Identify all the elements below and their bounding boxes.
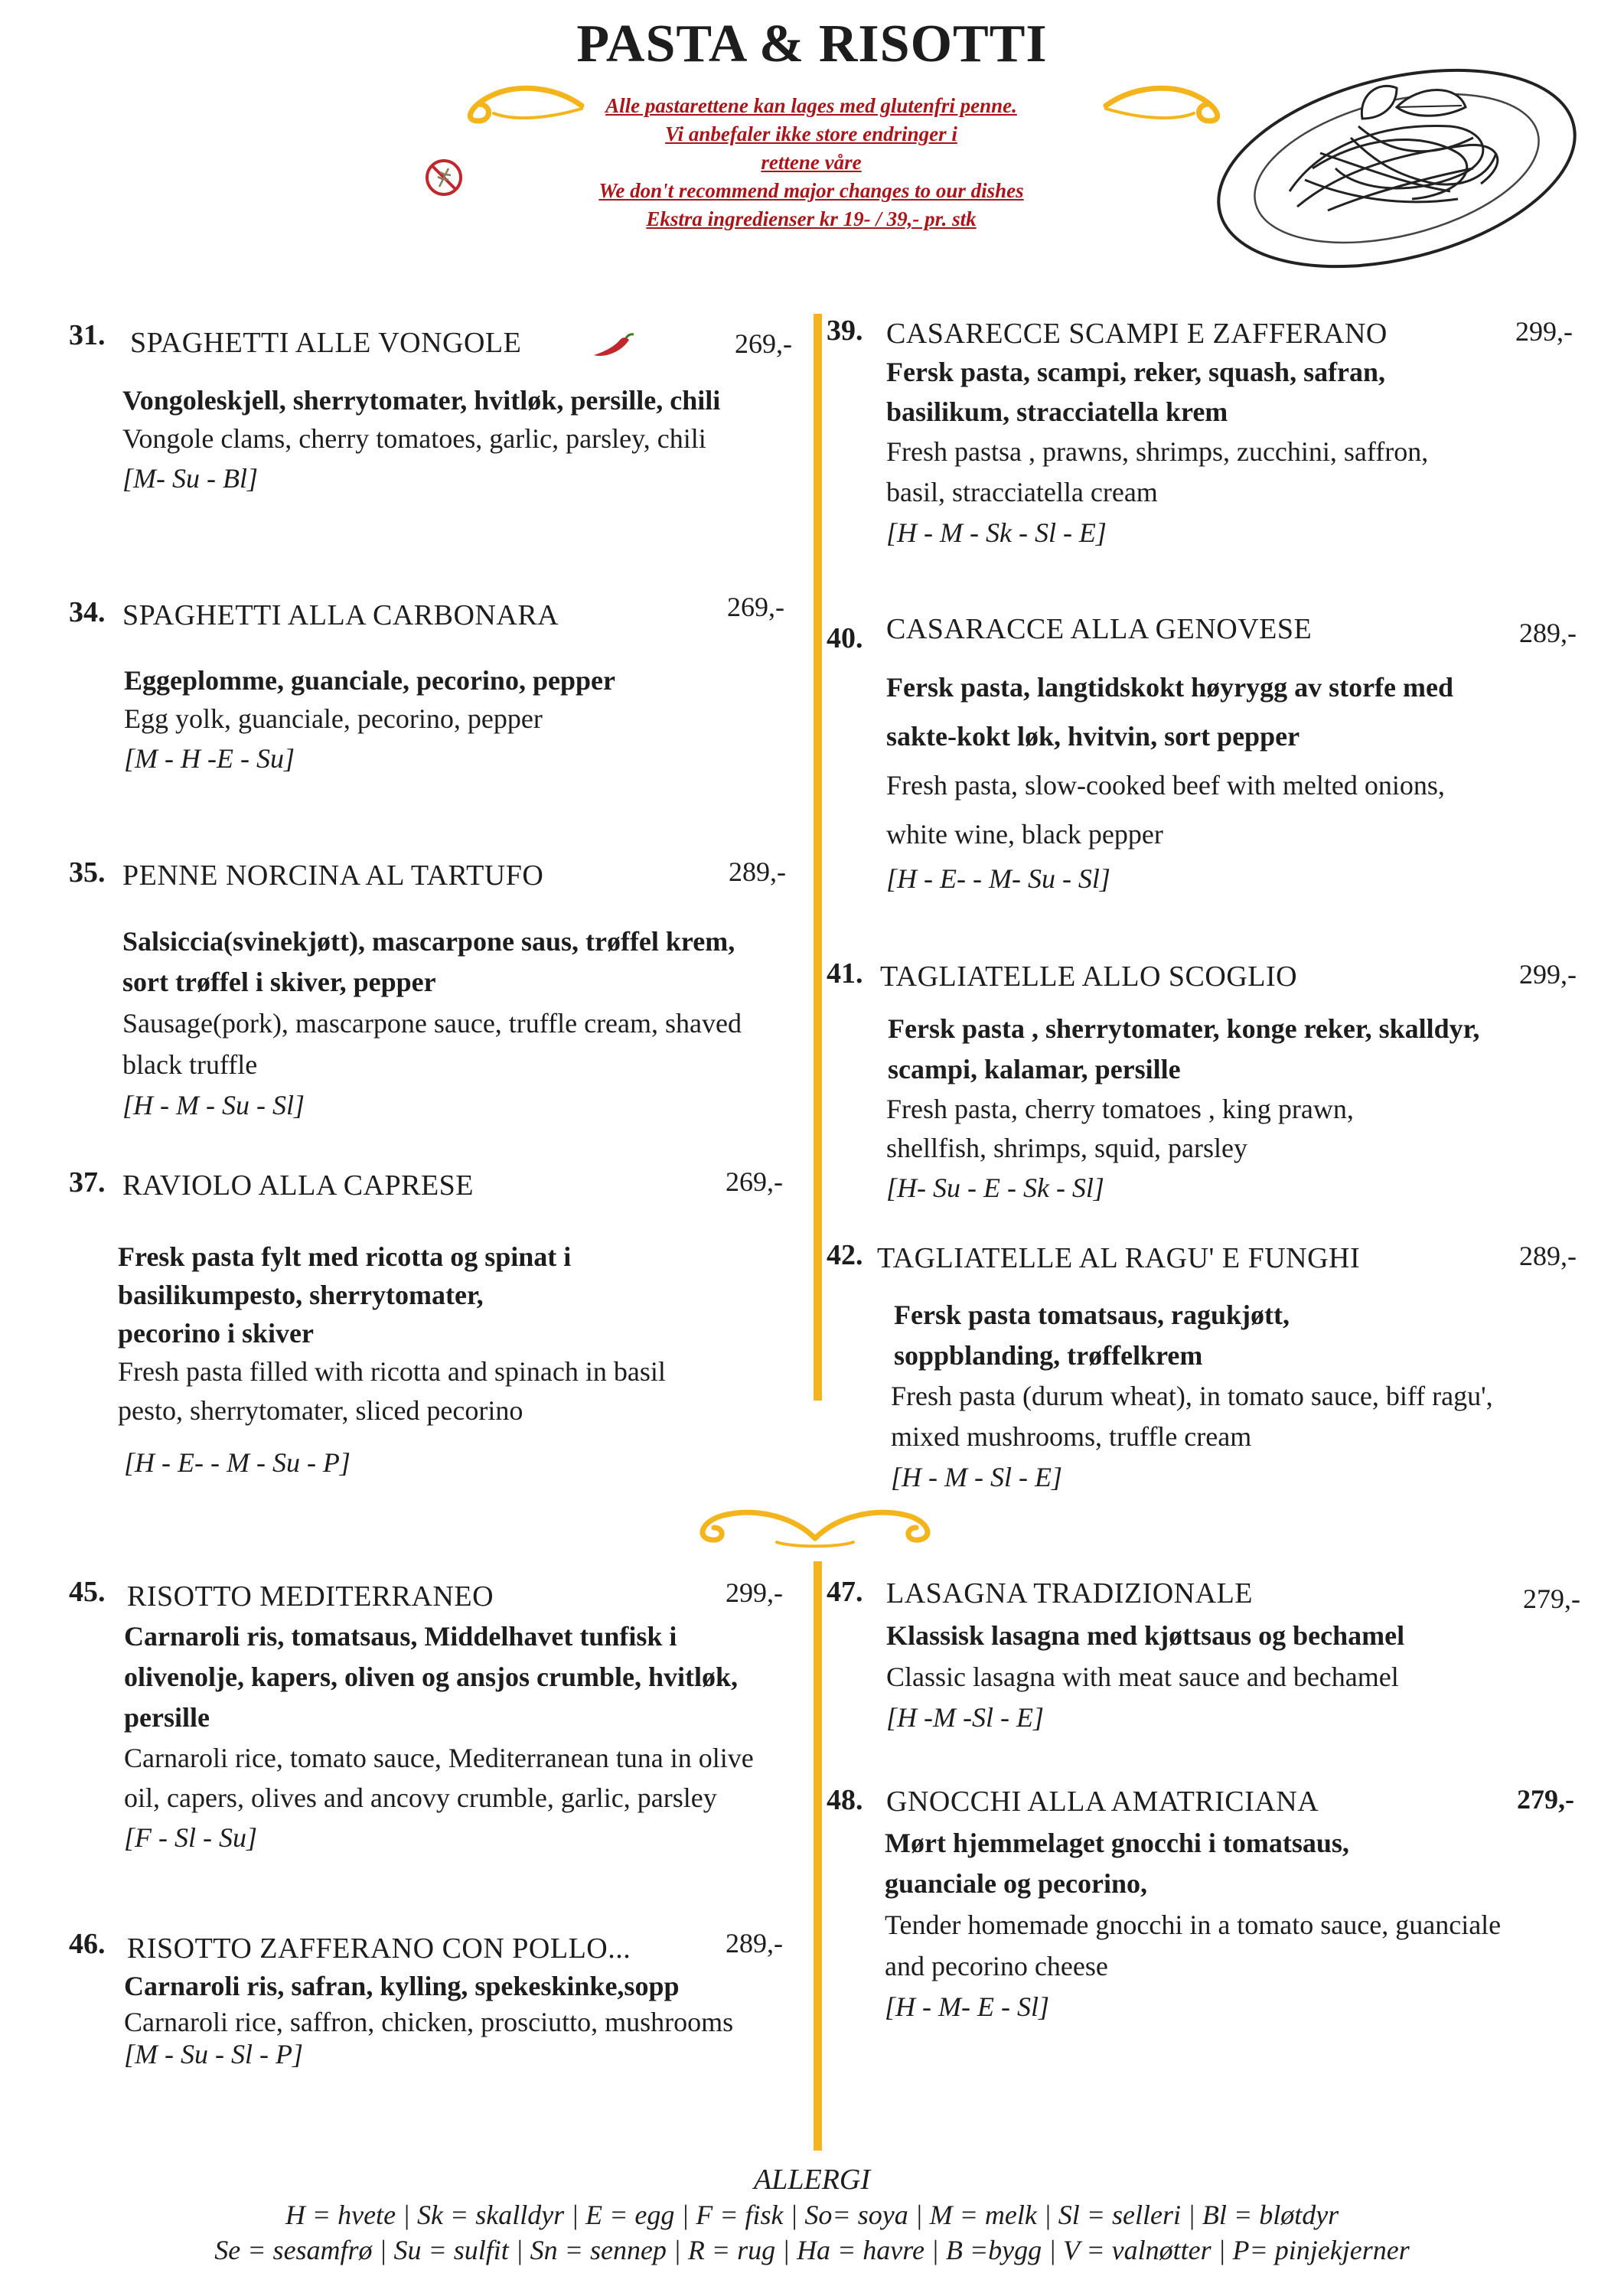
- center-flourish-icon: [677, 1500, 953, 1554]
- item-name: SPAGHETTI ALLE VONGOLE: [130, 327, 522, 359]
- legend-title: ALLERGI: [754, 2164, 870, 2196]
- menu-item-37: [69, 1166, 804, 1482]
- item-description-en: Fresh pasta, slow-cooked beef with melted onions, white wine, black pepper: [886, 770, 1445, 850]
- item-name: LASAGNA TRADIZIONALE: [886, 1577, 1253, 1609]
- item-price: 289,-: [1519, 1241, 1577, 1271]
- item-name: GNOCCHI ALLA AMATRICIANA: [886, 1786, 1319, 1818]
- chili-icon: [589, 332, 635, 360]
- item-name: PENNE NORCINA AL TARTUFO: [122, 859, 544, 892]
- legend-line: H = hvete | Sk = skalldyr | E = egg | F = fisk | So= soya | M = melk | Sl = selleri | Bl = bløtdyr: [285, 2200, 1339, 2230]
- item-description-no: Fersk pasta tomatsaus, ragukjøtt, soppblanding, trøffelkrem: [894, 1300, 1290, 1371]
- allergen-legend: [0, 2162, 1624, 2268]
- item-allergens: [F - Sl - Su]: [124, 1822, 257, 1853]
- legend-line: Se = sesamfrø | Su = sulfit | Sn = sennep | R = rug | Ha = havre | B =bygg | V = valnøtter | P= pinjekjerner: [214, 2235, 1410, 2265]
- menu-item-41: [827, 957, 1592, 1208]
- item-description-en: Sausage(pork), mascarpone sauce, truffle cream, shaved black truffle: [122, 1008, 742, 1080]
- item-description-no: Salsiccia(svinekjøtt), mascarpone saus, trøffel krem, sort trøffel i skiver, pepper: [122, 926, 735, 997]
- item-price: 269,-: [735, 328, 792, 359]
- menu-item-34: [69, 592, 804, 778]
- item-number: 42.: [827, 1239, 863, 1271]
- menu-item-39: [827, 314, 1592, 553]
- item-price: 289,-: [729, 856, 786, 887]
- item-description-no: Fersk pasta, scampi, reker, squash, safran, basilikum, stracciatella krem: [886, 357, 1386, 427]
- item-description-en: Fresh pastsa , prawns, shrimps, zucchini, saffron, basil, stracciatella cream: [886, 436, 1429, 507]
- item-number: 48.: [827, 1784, 863, 1816]
- item-allergens: [H - E- - M - Su - P]: [124, 1447, 351, 1478]
- item-description-no: Klassisk lasagna med kjøttsaus og bechamel: [886, 1620, 1405, 1651]
- item-allergens: [M - Su - Sl - P]: [124, 2039, 303, 2069]
- item-name: RISOTTO MEDITERRANEO: [127, 1580, 494, 1613]
- menu-item-40: [827, 612, 1592, 899]
- item-price: 289,-: [726, 1928, 783, 1958]
- item-allergens: [H - M - Su - Sl]: [122, 1090, 305, 1120]
- intro-notes: [429, 92, 1194, 233]
- item-name: SPAGHETTI ALLA CARBONARA: [122, 599, 559, 631]
- item-description-en: Classic lasagna with meat sauce and bechamel: [886, 1662, 1399, 1692]
- menu-item-46: [69, 1927, 804, 2069]
- item-name: RISOTTO ZAFFERANO CON POLLO...: [127, 1932, 631, 1965]
- item-description-no: Mørt hjemmelaget gnocchi i tomatsaus, guanciale og pecorino,: [885, 1828, 1349, 1899]
- menu-item-31: [69, 318, 804, 498]
- item-number: 31.: [69, 319, 106, 351]
- item-description-no: Eggeplomme, guanciale, pecorino, pepper: [124, 665, 615, 696]
- intro-line: Ekstra ingredienser kr 19- / 39,- pr. stk: [646, 207, 977, 230]
- item-description-no: Vongoleskjell, sherrytomater, hvitløk, persille, chili: [122, 385, 721, 416]
- item-allergens: [M - H -E - Su]: [124, 743, 295, 774]
- item-price: 269,-: [727, 592, 784, 622]
- item-description-en: Carnaroli rice, tomato sauce, Mediterranean tuna in olive oil, capers, olives and ancovy crumble, garlic, parsley: [124, 1743, 754, 1813]
- intro-line: Vi anbefaler ikke store endringer i: [665, 122, 957, 145]
- intro-line: rettene våre: [761, 151, 862, 174]
- item-number: 39.: [827, 315, 863, 347]
- item-number: 46.: [69, 1928, 106, 1960]
- intro-line: Alle pastarettene kan lages med glutenfri penne.: [605, 94, 1017, 117]
- item-price: 279,-: [1517, 1784, 1574, 1815]
- item-name: CASARECCE SCAMPI E ZAFFERANO: [886, 318, 1388, 350]
- item-number: 37.: [69, 1166, 106, 1199]
- item-price: 299,-: [1515, 316, 1573, 347]
- menu-item-48: [827, 1783, 1592, 2027]
- page-title: PASTA & RISOTTI: [576, 15, 1048, 73]
- menu-item-47: [827, 1575, 1592, 1737]
- column-divider: [814, 1561, 822, 2151]
- item-description-no: Fresk pasta fylt med ricotta og spinat i basilikumpesto, sherrytomater, pecorino i skiver: [118, 1241, 572, 1349]
- item-allergens: [H - M- E - Sl]: [885, 1991, 1049, 2022]
- item-number: 34.: [69, 596, 106, 628]
- intro-line: We don't recommend major changes to our dishes: [598, 179, 1024, 202]
- item-description-no: Carnaroli ris, safran, kylling, spekeskinke,sopp: [124, 1971, 680, 2001]
- column-divider: [814, 314, 822, 1401]
- item-description-no: Fersk pasta , sherrytomater, konge reker, skalldyr, scampi, kalamar, persille: [888, 1013, 1480, 1084]
- menu-item-42: [827, 1238, 1592, 1497]
- menu-item-45: [69, 1575, 804, 1857]
- item-price: 299,-: [726, 1577, 783, 1608]
- item-price: 289,-: [1519, 618, 1577, 648]
- item-name: TAGLIATELLE ALLO SCOGLIO: [880, 960, 1298, 993]
- item-price: 279,-: [1523, 1583, 1580, 1614]
- item-allergens: [H - E- - M- Su - Sl]: [886, 863, 1110, 894]
- item-allergens: [H -M -Sl - E]: [886, 1702, 1044, 1733]
- item-description-no: Carnaroli ris, tomatsaus, Middelhavet tunfisk i olivenolje, kapers, oliven og ansjos crumble, hvitløk, persille: [124, 1621, 739, 1733]
- item-price: 269,-: [726, 1166, 783, 1197]
- item-description-en: Carnaroli rice, saffron, chicken, prosciutto, mushrooms: [124, 2007, 734, 2037]
- menu-item-35: [69, 856, 804, 1125]
- item-description-en: Fresh pasta (durum wheat), in tomato sauce, biff ragu', mixed mushrooms, truffle cream: [891, 1381, 1493, 1452]
- pasta-plate-icon: [1205, 54, 1588, 276]
- item-name: CASARACCE ALLA GENOVESE: [886, 613, 1313, 645]
- item-allergens: [H - M - Sk - Sl - E]: [886, 517, 1107, 548]
- item-allergens: [M- Su - Bl]: [122, 463, 258, 494]
- item-price: 299,-: [1519, 959, 1577, 990]
- item-description-en: Fresh pasta, cherry tomatoes , king prawn, shellfish, shrimps, squid, parsley: [886, 1094, 1354, 1163]
- item-description-en: Tender homemade gnocchi in a tomato sauce, guanciale and pecorino cheese: [885, 1910, 1502, 1981]
- item-description-en: Vongole clams, cherry tomatoes, garlic, parsley, chili: [122, 423, 706, 454]
- item-number: 35.: [69, 856, 106, 889]
- item-number: 40.: [827, 622, 863, 654]
- item-number: 47.: [827, 1576, 863, 1608]
- item-allergens: [H - M - Sl - E]: [891, 1462, 1062, 1492]
- item-name: TAGLIATELLE AL RAGU' E FUNGHI: [877, 1242, 1361, 1274]
- item-description-en: Fresh pasta filled with ricotta and spinach in basil pesto, sherrytomater, sliced pecorino: [118, 1356, 666, 1426]
- item-number: 41.: [827, 957, 863, 990]
- item-description-en: Egg yolk, guanciale, pecorino, pepper: [124, 703, 543, 734]
- item-description-no: Fersk pasta, langtidskokt høyrygg av storfe med sakte-kokt løk, hvitvin, sort pepper: [886, 672, 1454, 752]
- item-allergens: [H- Su - E - Sk - Sl]: [886, 1172, 1104, 1203]
- item-number: 45.: [69, 1576, 106, 1608]
- item-name: RAVIOLO ALLA CAPRESE: [122, 1169, 474, 1202]
